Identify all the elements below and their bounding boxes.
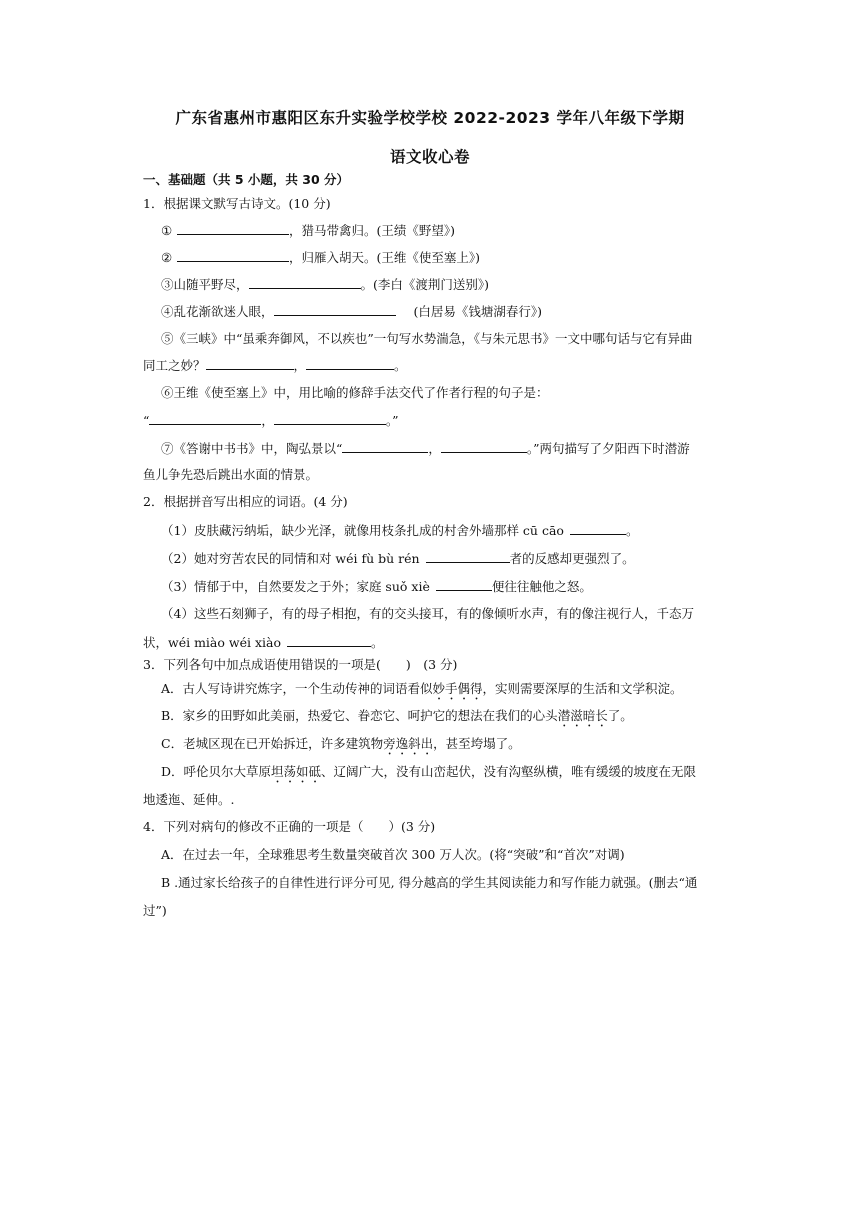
- q2-item-1: [161, 521, 638, 540]
- item-text: 者的反感却更强烈了。: [509, 551, 635, 566]
- option-text: 了。: [607, 708, 633, 723]
- q1-item-2: [161, 248, 480, 267]
- q4-option-b[interactable]: B .通过家长给孩子的自律性进行评分可见, 得分越高的学生其阅读能力和写作能力就强。(删去“通: [161, 875, 698, 890]
- answer-blank[interactable]: [177, 248, 289, 262]
- item-text: 状，wéi miào wéi xiào: [143, 635, 281, 650]
- q2-item-2: [161, 549, 635, 568]
- item-text: （3）情郁于中，自然要发之于外；家庭 suǒ xiè: [161, 579, 430, 594]
- q1-item-5-line1: ⑤《三峡》中“虽乘奔御风，不以疾也”一句写水势湍急，《与朱元思书》一文中哪句话与它有异曲: [161, 331, 693, 346]
- q3-option-d[interactable]: [161, 763, 696, 786]
- option-text: 、辽阔广大，没有山峦起伏，没有沟壑纵横，唯有缓缓的坡度在无限: [321, 764, 697, 779]
- item-text: (白居易《钱塘湖春行》): [413, 304, 543, 319]
- q2-stem: 2．根据拼音写出相应的词语。(4 分): [143, 494, 348, 509]
- item-text: 。: [370, 635, 384, 650]
- item-text: ⑦《答谢中书书》中，陶弘景以“: [161, 441, 343, 456]
- item-text: 同工之妙？: [143, 358, 206, 373]
- answer-blank[interactable]: [287, 633, 371, 647]
- item-text: 。”: [385, 413, 399, 428]
- q1-item-4: [161, 302, 542, 321]
- q3-option-a[interactable]: [161, 680, 683, 703]
- q4-option-a[interactable]: A．在过去一年，全球雅思考生数量突破首次 300 万人次。(将“突破”和“首次”对调): [161, 847, 625, 862]
- q1-item-6-line2: [143, 411, 399, 430]
- answer-blank[interactable]: [274, 302, 396, 316]
- dotted-idiom: 潜滋暗长: [557, 708, 608, 723]
- q3-option-d-line2: 地逶迤、延伸。.: [143, 792, 235, 807]
- q3-option-c[interactable]: [161, 735, 521, 758]
- item-text: 。: [625, 523, 639, 538]
- q3-option-b[interactable]: [161, 707, 633, 730]
- item-number: ①: [161, 223, 173, 238]
- item-text: ，猎马带禽归。(王绩《野望》): [289, 223, 456, 238]
- exam-subtitle: 语文收心卷: [389, 148, 470, 166]
- q1-item-1: [161, 221, 455, 240]
- answer-blank[interactable]: [274, 411, 386, 425]
- item-text: “: [143, 413, 150, 428]
- item-text: ，: [261, 413, 274, 428]
- answer-blank[interactable]: [570, 521, 626, 535]
- exam-title: 广东省惠州市惠阳区东升实验学校学校 2022-2023 学年八年级下学期: [175, 109, 685, 127]
- item-text: 。(李白《渡荆门送别》): [360, 277, 490, 292]
- item-text: （1）皮肤藏污纳垢，缺少光泽，就像用枝条扎成的村舍外墙那样 cū cāo: [161, 523, 564, 538]
- answer-blank[interactable]: [177, 221, 289, 235]
- item-text: ，: [428, 441, 441, 456]
- q1-stem: 1．根据课文默写古诗文。(10 分): [143, 196, 331, 211]
- q1-item-7-line1: [161, 439, 690, 458]
- answer-blank[interactable]: [426, 549, 510, 563]
- section-heading: 一、基础题（共 5 小题，共 30 分）: [143, 172, 350, 187]
- q4-option-b-line2: 过”): [143, 903, 167, 918]
- answer-blank[interactable]: [441, 439, 527, 453]
- answer-blank[interactable]: [249, 275, 361, 289]
- q1-item-6-line1: ⑥王维《使至塞上》中，用比喻的修辞手法交代了作者行程的句子是：: [161, 385, 549, 400]
- q2-item-4-line1: （4）这些石刻狮子，有的母子相抱，有的交头接耳，有的像倾听水声，有的像注视行人，千态万: [161, 606, 694, 621]
- answer-blank[interactable]: [436, 577, 492, 591]
- option-text: C．老城区现在已开始拆迁，许多建筑物: [161, 736, 384, 751]
- item-text: （2）她对穷苦农民的同情和对 wéi fù bù rén: [161, 551, 420, 566]
- q2-item-3: [161, 577, 592, 596]
- option-text: D．呼伦贝尔大草原: [161, 764, 272, 779]
- item-text: ④乱花渐欲迷人眼，: [161, 304, 274, 319]
- item-text: ，归雁入胡天。(王维《使至塞上》): [289, 250, 481, 265]
- answer-blank[interactable]: [306, 356, 394, 370]
- option-text: ，甚至垮塌了。: [433, 736, 521, 751]
- q1-item-7-line2: 鱼儿争先恐后跳出水面的情景。: [143, 467, 319, 482]
- q1-item-3: [161, 275, 489, 294]
- item-number: ②: [161, 250, 173, 265]
- answer-blank[interactable]: [342, 439, 428, 453]
- item-text: 。: [394, 358, 407, 373]
- answer-blank[interactable]: [149, 411, 261, 425]
- q4-stem: 4．下列对病句的修改不正确的一项是（ ）(3 分): [143, 819, 436, 834]
- q1-item-5-line2: [143, 356, 407, 375]
- item-text: 。”两句描写了夕阳西下时潜游: [526, 441, 690, 456]
- dotted-idiom: 坦荡如砥: [271, 764, 322, 779]
- dotted-idiom: 旁逸斜出: [383, 736, 434, 751]
- item-text: ③山随平野尽，: [161, 277, 249, 292]
- item-text: ，: [293, 358, 307, 373]
- q3-stem: 3．下列各句中加点成语使用错误的一项是( ) (3 分): [143, 657, 458, 672]
- option-text: ，实则需要深厚的生活和文学积淀。: [482, 681, 683, 696]
- dotted-idiom: 妙手偶得: [432, 681, 483, 696]
- option-text: A．古人写诗讲究炼字，一个生动传神的词语看似: [161, 681, 433, 696]
- option-text: B．家乡的田野如此美丽，热爱它、眷恋它、呵护它的想法在我们的心头: [161, 708, 558, 723]
- answer-blank[interactable]: [206, 356, 294, 370]
- item-text: 便往往触他之怒。: [491, 579, 592, 594]
- q2-item-4-line2: [143, 633, 383, 652]
